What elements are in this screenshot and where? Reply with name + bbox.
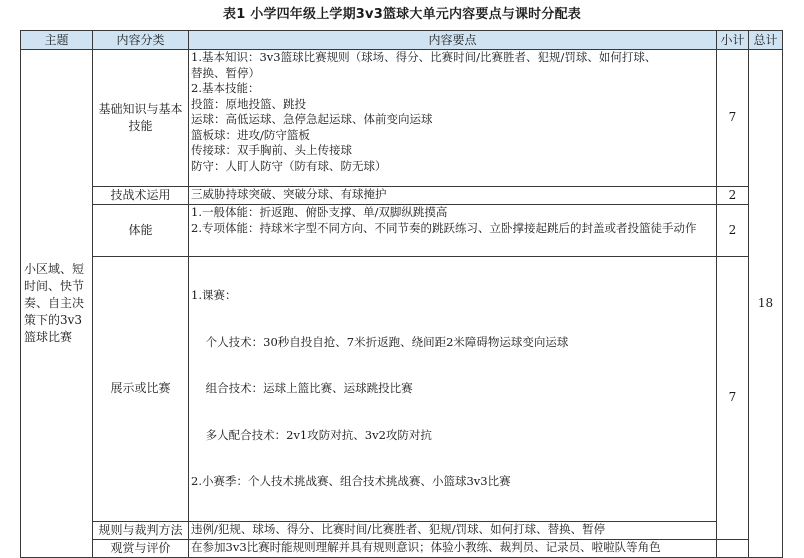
header-theme: 主题 [21, 31, 93, 50]
point-line: 组合技术：运球上篮比赛、运球跳投比赛 [191, 381, 413, 395]
point-line: 投篮：原地投篮、跳投 [191, 96, 306, 111]
theme-cell: 小区域、短时间、快节奏、自主决策下的3v3篮球比赛 [21, 50, 93, 558]
point-line: 在参加3v3比赛时能规则理解并具有规则意识；体验小教练、裁判员、记录员、啦啦队等角色 [191, 539, 661, 554]
subtotal-cell-empty [717, 539, 749, 557]
point-line: 2.小赛季：个人技术挑战赛、组合技术挑战赛、小篮球3v3比赛 [191, 474, 511, 488]
point-line: 2.专项体能：持球米字型不同方向、不同节奏的跳跃练习、立卧撑接起跳后的封盖或者投篮徒手动作 [191, 220, 697, 235]
table-row [21, 205, 783, 257]
table-row [21, 50, 783, 187]
content-table [20, 30, 783, 558]
points-cell [189, 539, 717, 557]
subtotal-cell: 7 [717, 257, 749, 540]
category-cell: 基础知识与基本技能 [93, 50, 189, 187]
category-cell: 技战术运用 [93, 187, 189, 205]
total-cell: 18 [749, 50, 783, 558]
point-line: 1.一般体能：折返跑、俯卧支撑、单/双脚纵跳摸高 [191, 205, 448, 219]
point-line: 三威胁持球突破、突破分球、有球掩护 [191, 187, 387, 201]
table-row [21, 521, 783, 539]
point-line: 替换、暂停） [191, 65, 260, 80]
category-cell: 体能 [93, 205, 189, 257]
points-cell [189, 205, 717, 257]
point-line: 1.基本知识：3v3篮球比赛规则（球场、得分、比赛时间/比赛胜者、犯规/罚球、如何打球、 [191, 50, 657, 64]
points-cell [189, 521, 717, 539]
subtotal-cell: 2 [717, 187, 749, 205]
category-cell: 观赏与评价 [93, 539, 189, 557]
points-cell [189, 187, 717, 205]
header-row [21, 31, 783, 50]
point-line: 运球：高低运球、急停急起运球、体前变向运球 [191, 112, 433, 126]
header-total: 总计 [749, 31, 783, 50]
header-points: 内容要点 [189, 31, 717, 50]
category-cell: 展示或比赛 [93, 257, 189, 522]
point-line: 防守：人盯人防守（防有球、防无球） [191, 158, 387, 173]
header-category: 内容分类 [93, 31, 189, 50]
point-line: 传接球：双手胸前、头上传接球 [191, 143, 352, 157]
point-line: 个人技术：30秒自投自抢、7米折返跑、绕间距2米障碍物运球变向运球 [191, 334, 569, 349]
header-subtotal: 小计 [717, 31, 749, 50]
table-row [21, 539, 783, 557]
category-cell: 规则与裁判方法 [93, 521, 189, 539]
table-caption: 表1 小学四年级上学期3v3篮球大单元内容要点与课时分配表 [223, 7, 581, 22]
table-row [21, 257, 783, 522]
point-line: 违例/犯规、球场、得分、比赛时间/比赛胜者、犯规/罚球、如何打球、替换、暂停 [191, 521, 606, 536]
subtotal-cell: 2 [717, 205, 749, 257]
point-line: 篮板球：进攻/防守篮板 [191, 127, 310, 142]
point-line: 1.课赛： [191, 288, 237, 302]
table-row [21, 187, 783, 205]
points-cell [189, 257, 717, 522]
point-line: 2.基本技能： [191, 81, 260, 95]
points-cell [189, 50, 717, 187]
point-line: 多人配合技术：2v1攻防对抗、3v2攻防对抗 [191, 427, 432, 442]
subtotal-cell: 7 [717, 50, 749, 187]
